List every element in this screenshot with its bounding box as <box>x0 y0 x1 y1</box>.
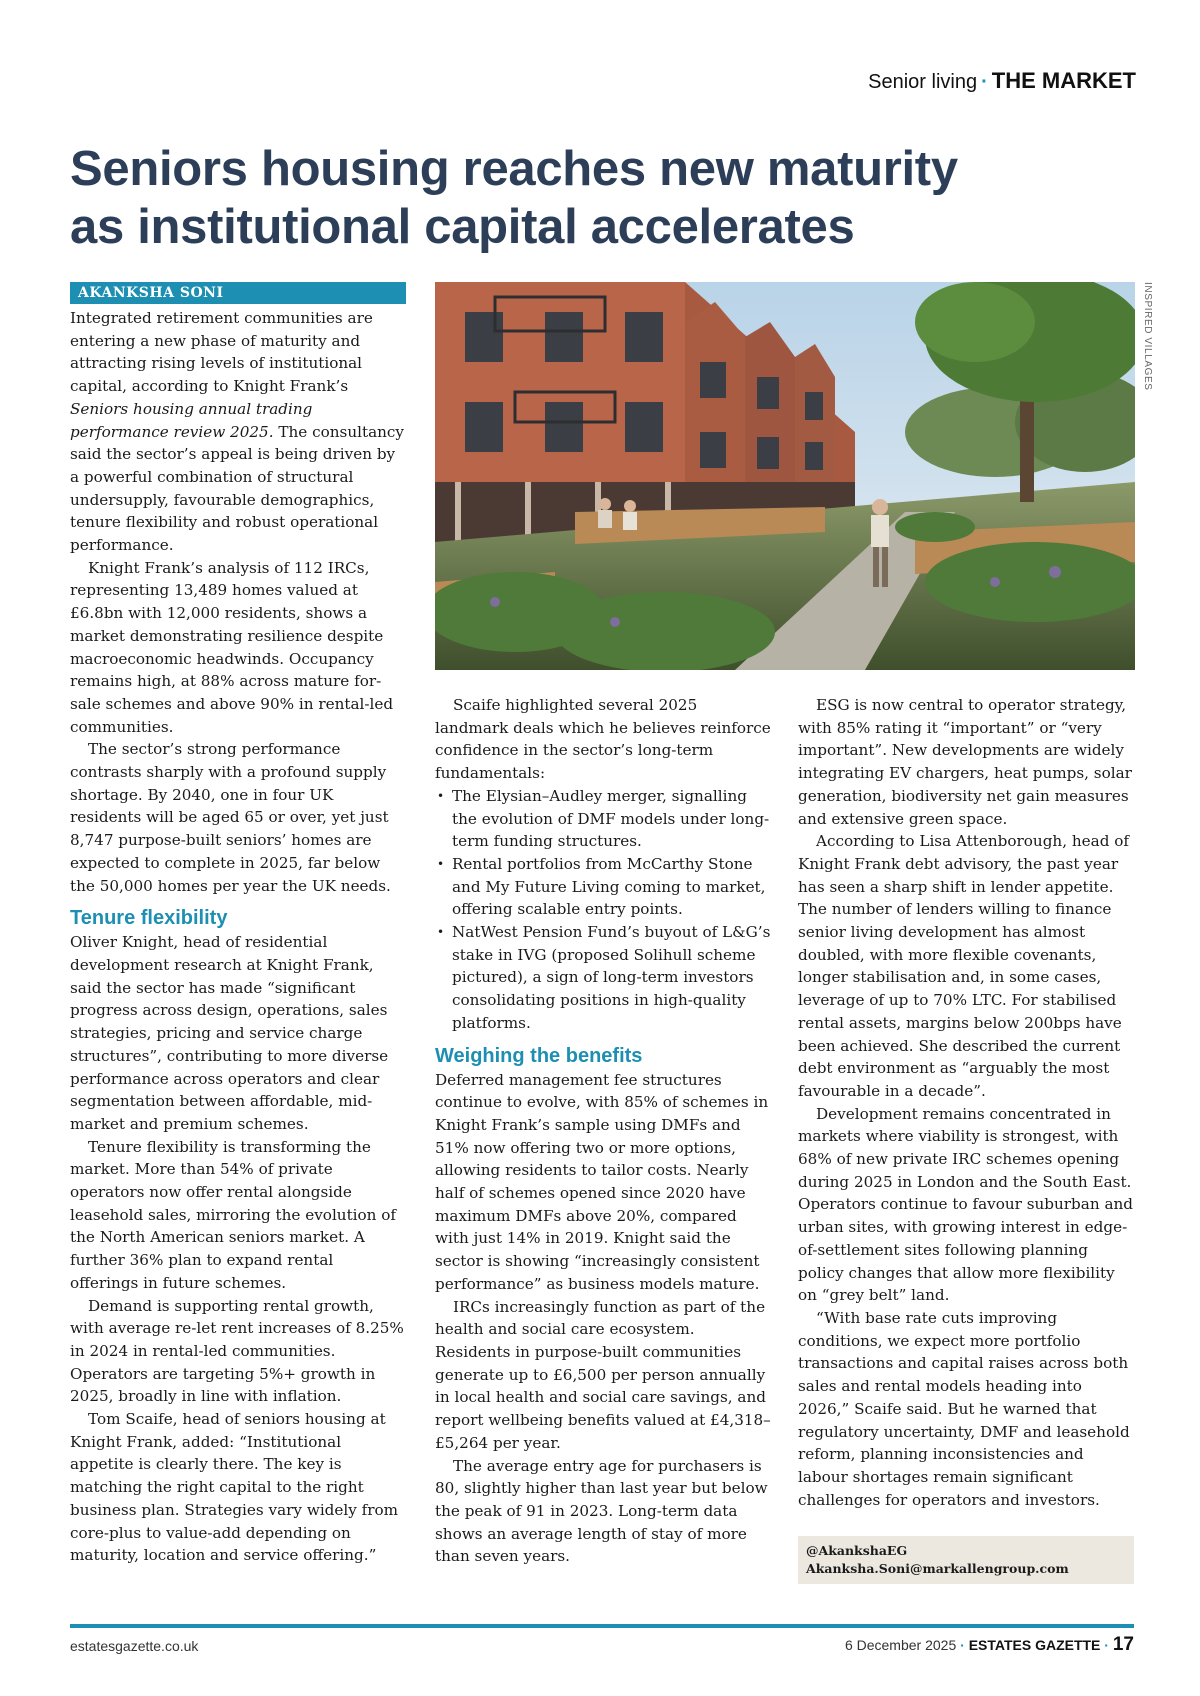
photo-illustration <box>435 282 1135 670</box>
paragraph: Scaife highlighted several 2025 landmark deals which he believes reinforce confidence in the sector’s long-term fundamentals: <box>435 696 771 783</box>
footer-rule <box>70 1624 1134 1628</box>
list-item: • Rental portfolios from McCarthy Stone and My Future Living coming to market, offering scalable entry points. <box>435 853 771 921</box>
author-contact-box <box>798 1536 1134 1584</box>
article-column-3 <box>798 694 1134 1511</box>
deal-list <box>435 785 771 1035</box>
separator-dot: · <box>1104 1637 1109 1653</box>
page-number: 17 <box>1112 1634 1134 1655</box>
paragraph: Deferred management fee structures continue to evolve, with 85% of schemes in Knight Frank’s sample using DMFs and 51% now offering two or more options, allowing residents to tailor costs. Nearly half of schemes opened since 2020 have maximum DMFs above 20%, compared with just 14% in 2019. Knight said the sector is showing “increasingly consistent performance” as business models mature. <box>435 1070 769 1293</box>
paragraph-text: The consultancy said the sector’s appeal is being driven by a powerful combination of structural undersupply, favourable demographics, tenure flexibility and robust operational performance. <box>70 422 404 555</box>
paragraph-text: Integrated retirement communities are entering a new phase of maturity and attracting rising levels of institutional capital, according to Knight Frank’s <box>70 309 373 396</box>
paragraph: Development remains concentrated in markets where viability is strongest, with 68% of new private IRC schemes opening during 2025 in London and the South East. Operators continue to favour suburban and urban sites, with growing interest in edge-of-settlement sites following planning policy changes that allow more flexibility on “grey belt” land. <box>798 1104 1134 1305</box>
paragraph: IRCs increasingly function as part of the health and social care ecosystem. Residents in purpose-built communities generate up to £6,500 per person annually in local health and social care savings, and report wellbeing benefits valued at £4,318–£5,264 per year. <box>435 1297 771 1452</box>
section-label <box>868 68 1136 94</box>
footer-folio <box>845 1634 1134 1656</box>
separator-dot: · <box>981 71 988 93</box>
paragraph: According to Lisa Attenborough, head of Knight Frank debt advisory, the past year has seen a sharp shift in lender appetite. The number of lenders willing to finance senior living development has almost doubled, with more flexible covenants, longer stabilisation and, in some cases, leverage of up to 70% LTC. For stabilised rental assets, margins below 200bps have been achieved. She described the current debt environment as “arguably the most favourable in a decade”. <box>798 832 1130 1100</box>
headline-line-1: Seniors housing reaches new maturity <box>70 142 958 196</box>
paragraph: Knight Frank’s analysis of 112 IRCs, representing 13,489 homes valued at £6.8bn with 12,000 residents, shows a market demonstrating resilience despite macroeconomic headwinds. Occupancy remains high, at 88% across mature for-sale schemes and above 90% in rental-led communities. <box>70 558 394 736</box>
byline: AKANKSHA SONI <box>70 282 406 304</box>
paragraph: Demand is supporting rental growth, with average re-let rent increases of 8.25% in 2024 in rental-led communities. Operators are targeting 5%+ growth in 2025, broadly in line with inflation. <box>70 1296 404 1406</box>
article-column-2 <box>435 694 771 1568</box>
section-market: THE MARKET <box>991 68 1136 93</box>
author-twitter: @AkankshaEG <box>806 1543 908 1558</box>
paragraph: Tom Scaife, head of seniors housing at Knight Frank, added: “Institutional appetite is clearly there. The key is matching the right capital to the right business plan. Strategies vary widely from core-plus to value-add depending on maturity, location and service offering.” <box>70 1410 399 1565</box>
paragraph: ESG is now central to operator strategy, with 85% rating it “important” or “very important”. New developments are widely integrating EV chargers, heat pumps, solar generation, biodiversity net gain measures and extensive green space. <box>798 696 1132 828</box>
author-email: Akanksha.Soni@markallengroup.com <box>806 1561 1069 1576</box>
paragraph: The sector’s strong performance contrasts sharply with a profound supply shortage. By 2040, one in four UK residents will be aged 65 or over, yet just 8,747 purpose-built seniors’ homes are expected to complete in 2025, far below the 50,000 homes per year the UK needs. <box>70 740 391 895</box>
scheme-photo <box>435 282 1135 670</box>
publication-name: ESTATES GAZETTE <box>968 1637 1101 1653</box>
paragraph: Tenure flexibility is transforming the market. More than 54% of private operators now offer rental alongside leasehold sales, mirroring the evolution of the North American seniors market. A further 36% plan to expand rental offerings in future schemes. <box>70 1137 397 1292</box>
list-item: • NatWest Pension Fund’s buyout of L&G’s stake in IVG (proposed Solihull scheme pictured), a sign of long-term investors consolidating positions in high-quality platforms. <box>435 921 771 1035</box>
footer-website: estatesgazette.co.uk <box>70 1638 199 1654</box>
list-item: • The Elysian–Audley merger, signalling the evolution of DMF models under long-term funding structures. <box>435 785 771 853</box>
separator-dot: · <box>960 1637 965 1653</box>
paragraph: Oliver Knight, head of residential development research at Knight Frank, said the sector has made “significant progress across design, operations, sales strategies, pricing and service charge structures”, contributing to more diverse performance across operators and clear segmentation between affordable, mid-market and premium schemes. <box>70 933 389 1133</box>
subheading-weighing-the-benefits: Weighing the benefits <box>435 1044 643 1067</box>
headline-line-2: as institutional capital accelerates <box>70 200 855 254</box>
paragraph: “With base rate cuts improving conditions, we expect more portfolio transactions and capital raises across both sales and rental models heading into 2026,” Scaife said. But he warned that regulatory uncertainty, DMF and leasehold reform, planning inconsistencies and labour shortages remain significant challenges for operators and investors. <box>798 1308 1130 1509</box>
paragraph: The average entry age for purchasers is 80, slightly higher than last year but below the peak of 91 in 2023. Long-term data shows an average length of stay of more than seven years. <box>435 1456 768 1566</box>
paragraph <box>70 307 406 557</box>
page-title <box>70 140 1070 256</box>
section-name: Senior living <box>868 71 978 93</box>
issue-date: 6 December 2025 <box>844 1637 957 1653</box>
report-title: Seniors housing annual trading performance review 2025. <box>70 399 313 441</box>
photo-credit-text: INSPIRED VILLAGES <box>1142 282 1153 391</box>
subheading-tenure-flexibility: Tenure flexibility <box>70 907 228 930</box>
photo-credit <box>1141 282 1153 402</box>
article-column-1 <box>70 307 406 1567</box>
